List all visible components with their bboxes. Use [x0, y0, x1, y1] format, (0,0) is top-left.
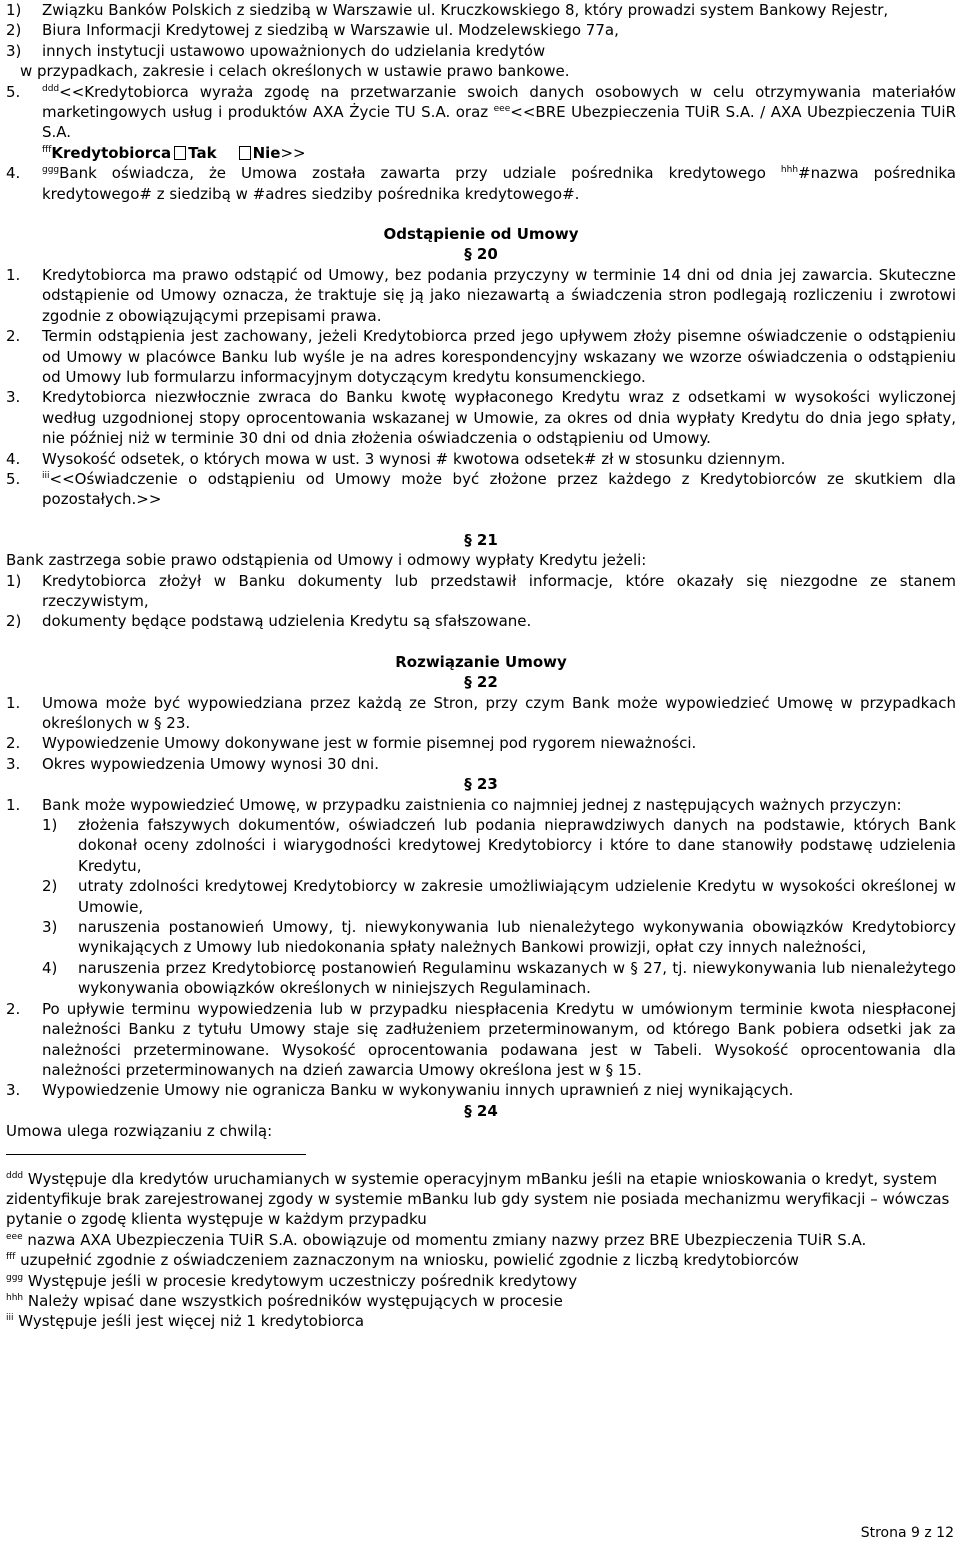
consent-label: Kredytobiorca: [51, 143, 172, 162]
footnote-mark: ddd: [42, 83, 60, 94]
sub-list-item: [6, 958, 956, 999]
item-number: 1.: [6, 265, 21, 284]
item-text: naruszenia postanowień Umowy, tj. niewykonywania lub nienależytego wykonywania obowiązków Kredytobiorcy wynikających z Umowy lub niedokonania spłaty należnych Bankowi prowizji, opłat czy innych należności,: [78, 918, 956, 957]
footnote-text: nazwa AXA Ubezpieczenia TUiR S.A. obowiązuje od momentu zmiany nazwy przez BRE Ubezpieczenia TUiR S.A.: [22, 1230, 867, 1249]
list-item: [6, 795, 956, 815]
item-text: Umowa może być wypowiedziana przez każdą ze Stron, przy czym Bank może wypowiedzieć Umowę w przypadkach określonych w § 23.: [42, 693, 956, 732]
footnote: [6, 1230, 956, 1250]
sub-list-item: [6, 815, 956, 876]
list-item: [6, 693, 956, 734]
footnote-mark: ggg: [42, 165, 60, 176]
list-item: [6, 41, 956, 61]
paragraph-number-20: § 20: [464, 245, 498, 264]
footnote-mark: iii: [6, 1313, 14, 1324]
item-text: Wypowiedzenie Umowy nie ogranicza Banku w wykonywaniu innych uprawnień z niej wynikających.: [42, 1081, 794, 1100]
footnote-text: Należy wpisać dane wszystkich pośredników występujących w procesie: [23, 1291, 563, 1310]
item-text: złożenia fałszywych dokumentów, oświadczeń lub podania nieprawdziwych danych na podstawie, których Bank dokonał oceny zdolności i wiarygodności kredytowej Kredytobiorcy i które to dane stanowiły podstawę udzielenia Kredytu,: [78, 816, 956, 875]
consent-yes-checkbox[interactable]: [174, 146, 186, 160]
item-text: Wysokość odsetek, o których mowa w ust. 3 wynosi # kwotowa odsetek# zł w stosunku dziennym.: [42, 449, 786, 468]
list-continuation: w przypadkach, zakresie i celach określonych w ustawie prawo bankowe.: [20, 62, 570, 81]
paragraph-intro: Umowa ulega rozwiązaniu z chwilą:: [6, 1122, 273, 1141]
list-item: [6, 999, 956, 1081]
list-item: [6, 326, 956, 387]
item-number: 2.: [6, 734, 21, 753]
footnote-text: Występuje dla kredytów uruchamianych w systemie operacyjnym mBanku jeśli na etapie wnioskowania o kredyt, system zidentyfikuje brak zarejestrowanej zgody w systemie mBanku lub gdy system nie posiada mechanizmu weryfikacji – wówczas pytanie o zgodę klienta występuje w każdym przypadku: [6, 1169, 950, 1229]
item-text: Okres wypowiedzenia Umowy wynosi 30 dni.: [42, 754, 379, 773]
list-item: [6, 20, 956, 40]
consent-text-insurer: <<BRE Ubezpieczenia TUiR S.A. / AXA Ubezpieczenia TUiR S.A.: [42, 103, 956, 142]
footnote-mark: ddd: [6, 1170, 24, 1181]
sub-list-item: [6, 917, 956, 958]
list-item: [6, 611, 956, 631]
item-text: Po upływie terminu wypowiedzenia lub w przypadku niespłacenia Kredytu w umówionym terminie kwota niespłaconej należności Banku z tytułu Umowy staje się zadłużeniem przeterminowanym, od którego Bank pobiera odsetki jak za należności przeterminowane. Wysokość oprocentowania podawana jest w Tabeli. Wysokość oprocentowania dla należności przeterminowanych na dzień zawarcia Umowy określona jest w § 15.: [42, 999, 956, 1079]
item-number: 2.: [6, 999, 21, 1018]
item-text: naruszenia przez Kredytobiorcę postanowień Regulaminu wskazanych w § 27, tj. niewykonywania lub nienależytego wykonywania obowiązków określonych w niniejszych Regulaminach.: [78, 958, 956, 998]
consent-no-checkbox[interactable]: [239, 146, 251, 160]
item-number: 1.: [6, 795, 21, 814]
footnote-text: Występuje jeśli jest więcej niż 1 kredytobiorca: [13, 1312, 365, 1331]
item-number: 1): [6, 1, 22, 19]
paragraph-number-21: § 21: [464, 530, 498, 549]
item-text: <<Oświadczenie o odstąpieniu od Umowy może być złożone przez każdego z Kredytobiorców ze skutkiem dla pozostałych.>>: [42, 469, 956, 509]
item-text: innych instytucji ustawowo upoważnionych do udzielania kredytów: [42, 41, 546, 60]
item-number: 3.: [6, 754, 21, 773]
footnote-mark: eee: [493, 104, 511, 115]
footnote-mark: fff: [42, 144, 52, 155]
item-number: 3.: [6, 388, 21, 407]
footnote-mark: iii: [42, 470, 50, 481]
item-text: Bank może wypowiedzieć Umowę, w przypadku zaistnienia co najmniej jednej z następujących ważnych przyczyn:: [42, 795, 902, 814]
list-item: [6, 1080, 956, 1100]
item-number: 3): [42, 918, 58, 937]
paragraph-number-22: § 22: [464, 673, 498, 692]
item-text: dokumenty będące podstawą udzielenia Kredytu są sfałszowane.: [42, 612, 532, 631]
item-text: Kredytobiorca złożył w Banku dokumenty lub przedstawił informacje, które okazały się niezgodne ze stanem rzeczywistym,: [42, 571, 956, 610]
footnote-text: Występuje jeśli w procesie kredytowym uczestniczy pośrednik kredytowy: [23, 1271, 578, 1290]
item-number: 2): [42, 877, 58, 896]
footnote-mark: hhh: [6, 1292, 24, 1303]
item-text: Kredytobiorca niezwłocznie zwraca do Banku kwotę wypłaconego Kredytu wraz z odsetkami w wysokości wyliczonej według uzgodnionej stopy oprocentowania wskazanej w Umowie, za okres od dnia wypłaty Kredytu do dnia jego spłaty, nie później niż w terminie 30 dni od dnia złożenia oświadczenia o odstąpieniu od Umowy.: [42, 388, 956, 448]
footnote: [6, 1169, 956, 1230]
consent-text: <<Kredytobiorca wyraża zgodę na przetwarzanie swoich danych osobowych w celu otrzymywania materiałów marketingowych usług i produktów AXA Życie TU S.A. oraz: [42, 82, 956, 122]
list-item: [6, 0, 956, 20]
sub-list-item: [6, 876, 956, 917]
footnote-mark: fff: [6, 1252, 16, 1263]
footnote: [6, 1271, 956, 1291]
section-heading-termination: Rozwiązanie Umowy: [395, 652, 567, 671]
item-text: Kredytobiorca ma prawo odstąpić od Umowy, bez podania przyczyny w terminie 14 dni od dnia jej zawarcia. Skuteczne odstąpienie od Umowy oznacza, że traktuje się ją jako niezawartą a świadczenia stron podlegają rozliczeniu i zwrotowi zgodnie z obowiązującymi przepisami prawa.: [42, 265, 956, 325]
footnote: [6, 1291, 956, 1311]
item-number: 4.: [6, 449, 21, 468]
paragraph-number-23: § 23: [464, 775, 498, 794]
intermediary-text-end: #nazwa pośrednika kredytowego# z siedzibą w #adres siedziby pośrednika kredytowego#.: [42, 164, 956, 203]
list-item: [6, 754, 956, 774]
item-number: 4): [42, 958, 58, 977]
intermediary-text: Bank oświadcza, że Umowa została zawarta przy udziale pośrednika kredytowego: [59, 164, 781, 183]
list-item: [6, 733, 956, 753]
paragraph-intro: Bank zastrzega sobie prawo odstąpienia od Umowy i odmowy wypłaty Kredytu jeżeli:: [6, 551, 647, 570]
item-text: Biura Informacji Kredytowej z siedzibą w Warszawie ul. Modzelewskiego 77a,: [42, 21, 619, 40]
item-number: 2): [6, 612, 22, 631]
list-item: [6, 387, 956, 448]
item-number: 3.: [6, 1081, 21, 1100]
item-number: 5.: [6, 82, 21, 101]
footnote: [6, 1250, 956, 1270]
footnote-text: uzupełnić zgodnie z oświadczeniem zaznaczonym na wniosku, powielić zgodnie z liczbą kredytobiorców: [15, 1251, 799, 1270]
consent-end: >>: [280, 143, 306, 162]
item-text: Wypowiedzenie Umowy dokonywane jest w formie pisemnej pod rygorem nieważności.: [42, 734, 697, 753]
consent-no-label: Nie: [252, 143, 281, 162]
page-number: Strona 9 z 12: [860, 1525, 954, 1541]
consent-clause: [6, 82, 956, 164]
footnote-mark: eee: [6, 1231, 23, 1242]
list-item: [6, 449, 956, 469]
footnote-separator: [6, 1154, 306, 1155]
item-number: 5.: [6, 469, 21, 488]
item-number: 4.: [6, 164, 21, 183]
section-heading-withdrawal: Odstąpienie od Umowy: [383, 225, 579, 244]
item-number: 3): [6, 41, 22, 60]
item-number: 2): [6, 21, 22, 40]
list-item: [6, 571, 956, 612]
intermediary-clause: [6, 163, 956, 204]
footnote: [6, 1311, 956, 1331]
paragraph-number-24: § 24: [464, 1101, 498, 1120]
item-number: 1): [6, 571, 22, 590]
item-number: 1.: [6, 693, 21, 712]
list-item: [6, 265, 956, 326]
consent-yes-label: Tak: [188, 143, 217, 162]
footnote-mark: ggg: [6, 1272, 24, 1283]
list-item: [6, 469, 956, 510]
item-number: 2.: [6, 327, 21, 346]
item-number: 1): [42, 816, 58, 835]
footnote-mark: hhh: [780, 165, 799, 176]
item-text: Związku Banków Polskich z siedzibą w Warszawie ul. Kruczkowskiego 8, który prowadzi system Bankowy Rejestr,: [42, 1, 889, 19]
item-text: Termin odstąpienia jest zachowany, jeżeli Kredytobiorca przed jego upływem złoży pisemne oświadczenie o odstąpieniu od Umowy w placówce Banku lub wyśle je na adres korespondencyjny wskazany we wzorze oświadczenia o odstąpieniu od Umowy lub formularzu informacyjnym dotyczącym kredytu konsumenckiego.: [42, 327, 956, 386]
item-text: utraty zdolności kredytowej Kredytobiorcy w zakresie umożliwiającym udzielenie Kredytu w wysokości określonej w Umowie,: [78, 877, 956, 916]
